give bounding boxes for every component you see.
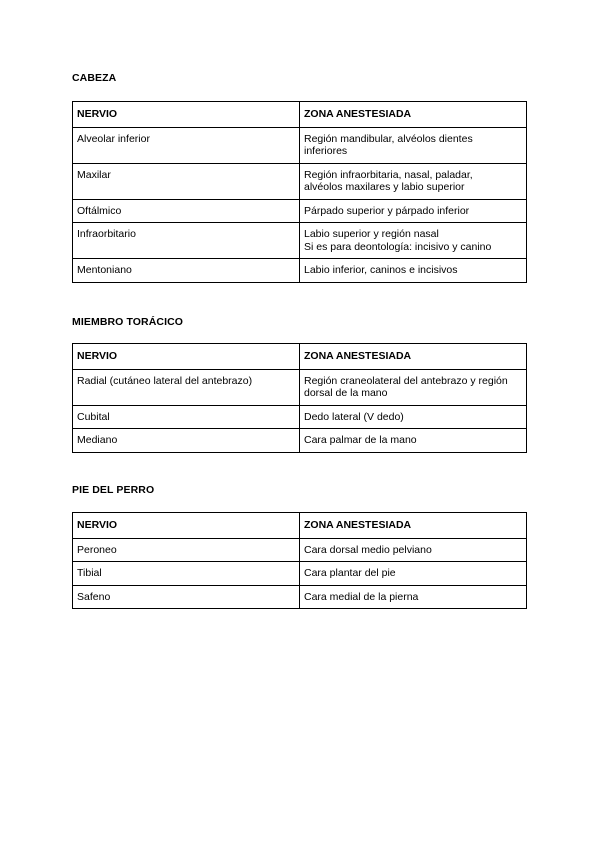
- zone-line: alvéolos maxilares y labio superior: [304, 181, 465, 193]
- table-miembro-toracico: [72, 343, 527, 453]
- nerve-cell: Radial (cutáneo lateral del antebrazo): [73, 369, 300, 405]
- nerve-cell: Alveolar inferior: [73, 127, 300, 163]
- zone-line: Región infraorbitaria, nasal, paladar,: [304, 168, 473, 181]
- zone-cell: [300, 199, 527, 223]
- table-row: [73, 163, 527, 199]
- table-row: [73, 562, 527, 586]
- zone-line: Cara plantar del pie: [304, 567, 396, 579]
- zone-cell: [300, 369, 527, 405]
- table-row: [73, 585, 527, 609]
- table-row: [73, 429, 527, 453]
- table-header-row: [73, 513, 527, 539]
- nerve-cell: Mentoniano: [73, 259, 300, 283]
- zone-cell: [300, 163, 527, 199]
- header-zona-anestesiada: ZONA ANESTESIADA: [300, 102, 527, 128]
- zone-cell: [300, 538, 527, 562]
- nerve-cell: Maxilar: [73, 163, 300, 199]
- section-title-pie-del-perro: PIE DEL PERRO: [72, 484, 155, 496]
- table-cabeza: [72, 101, 527, 283]
- nerve-cell: Oftálmico: [73, 199, 300, 223]
- zone-line: inferiores: [304, 145, 348, 157]
- zone-line: Cara palmar de la mano: [304, 434, 417, 446]
- table-row: [73, 538, 527, 562]
- zone-line: Dedo lateral (V dedo): [304, 410, 404, 423]
- zone-line: Si es para deontología: incisivo y canino: [304, 240, 492, 253]
- nerve-cell: Cubital: [73, 405, 300, 429]
- zone-cell: [300, 585, 527, 609]
- nerve-cell: Infraorbitario: [73, 223, 300, 259]
- zone-line: Región mandibular, alvéolos dientes: [304, 132, 473, 145]
- zone-line: Cara medial de la pierna: [304, 590, 419, 603]
- nerve-cell: Safeno: [73, 585, 300, 609]
- table-row: [73, 405, 527, 429]
- table-header-row: [73, 102, 527, 128]
- section-title-cabeza: CABEZA: [72, 72, 117, 84]
- zone-cell: [300, 223, 527, 259]
- zone-line: Labio superior y región nasal: [304, 228, 439, 240]
- zone-line: Labio inferior, caninos e incisivos: [304, 264, 458, 276]
- table-header-row: [73, 344, 527, 370]
- table-row: [73, 223, 527, 259]
- zone-line: dorsal de la mano: [304, 387, 388, 399]
- header-zona-anestesiada: ZONA ANESTESIADA: [300, 344, 527, 370]
- table-row: [73, 199, 527, 223]
- zone-cell: [300, 429, 527, 453]
- nerve-cell: Tibial: [73, 562, 300, 586]
- zone-cell: [300, 127, 527, 163]
- table-row: [73, 259, 527, 283]
- zone-cell: [300, 562, 527, 586]
- nerve-cell: Mediano: [73, 429, 300, 453]
- header-nervio: NERVIO: [73, 513, 300, 539]
- header-nervio: NERVIO: [73, 344, 300, 370]
- zone-cell: [300, 259, 527, 283]
- table-row: [73, 127, 527, 163]
- zone-line: Región craneolateral del antebrazo y región: [304, 374, 508, 387]
- zone-line: Cara dorsal medio pelviano: [304, 543, 432, 556]
- section-title-miembro-toracico: MIEMBRO TORÁCICO: [72, 316, 184, 328]
- header-zona-anestesiada: ZONA ANESTESIADA: [300, 513, 527, 539]
- table-pie-del-perro: [72, 512, 527, 609]
- zone-line: Párpado superior y párpado inferior: [304, 204, 470, 217]
- table-row: [73, 369, 527, 405]
- header-nervio: NERVIO: [73, 102, 300, 128]
- nerve-cell: Peroneo: [73, 538, 300, 562]
- zone-cell: [300, 405, 527, 429]
